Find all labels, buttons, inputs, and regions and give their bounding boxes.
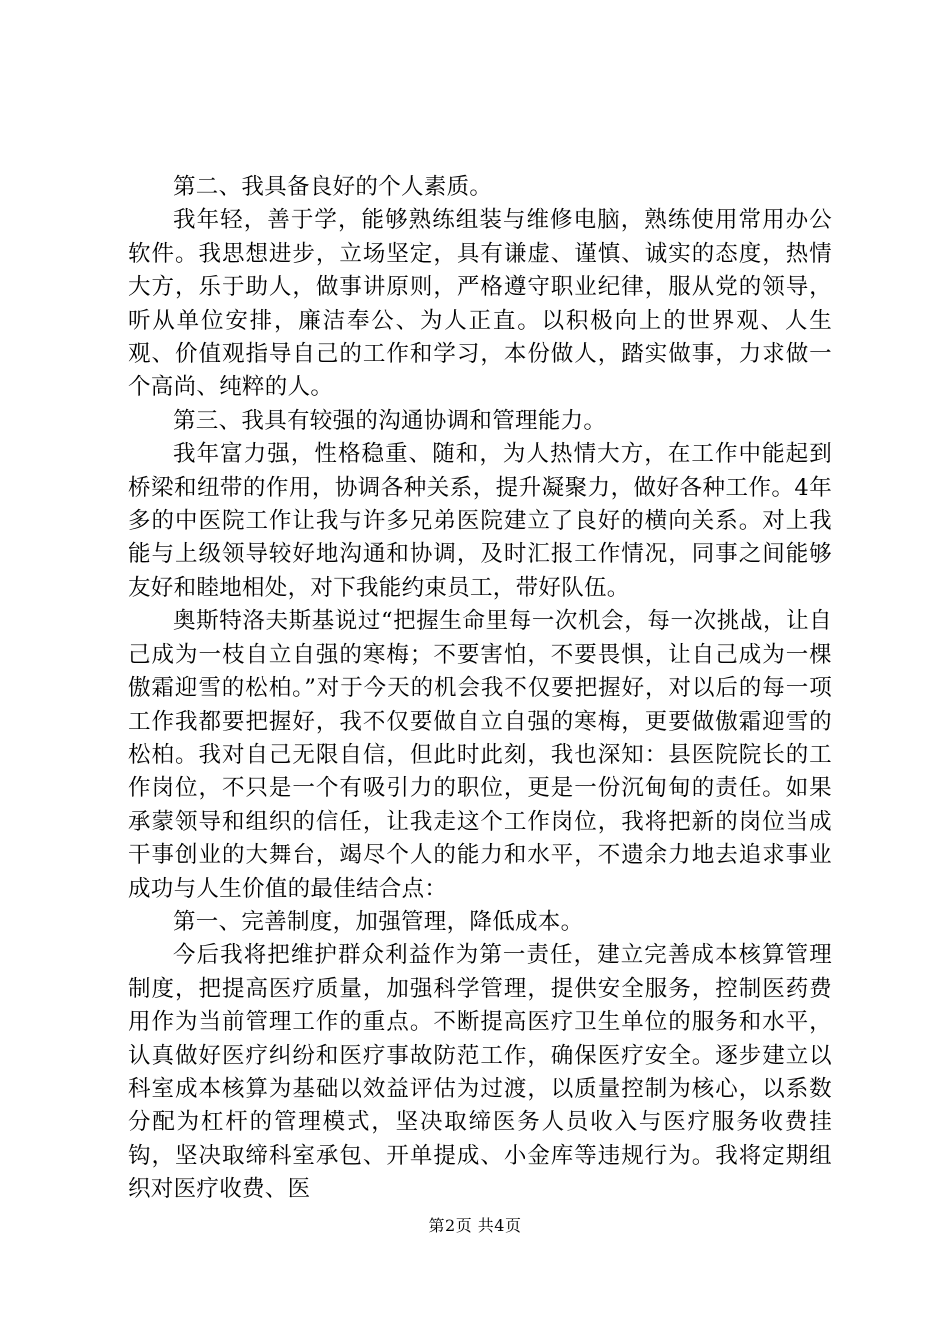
paragraph-3: 第三、我具有较强的沟通协调和管理能力。 xyxy=(173,407,607,434)
paragraph-2: 我年轻，善于学，能够熟练组装与维修电脑，熟练使用常用办公软件。我思想进步，立场坚定，具有谦虚、谨慎、诚实的态度，热情大方，乐于助人，做事讲原则，严格遵守职业纪律，服从党的领导，听从单位安排，廉洁奉公、为人正直。以积极向上的世界观、人生观、价值观指导自己的工作和学习，本份做人，踏实做事，力求做一个高尚、纯粹的人。 xyxy=(128,207,832,401)
page-footer: 第2页 共4页 xyxy=(428,1216,522,1235)
paragraph-7: 今后我将把维护群众利益作为第一责任，建立完善成本核算管理制度，把提高医疗质量，加强科学管理，提供安全服务，控制医药费用作为当前管理工作的重点。不断提高医疗卫生单位的服务和水平，认真做好医疗纠纷和医疗事故防范工作，确保医疗安全。逐步建立以科室成本核算为基础以效益评估为过渡，以质量控制为核心，以系数分配为杠杆的管理模式，坚决取缔医务人员收入与医疗服务收费挂钩，坚决取缔科室承包、开单提成、小金库等违规行为。我将定期组织对医疗收费、医 xyxy=(128,942,832,1203)
document-body xyxy=(128,171,832,1207)
paragraph-6: 第一、完善制度，加强管理，降低成本。 xyxy=(173,908,584,935)
paragraph-5: 奥斯特洛夫斯基说过“把握生命里每一次机会，每一次挑战，让自己成为一枝自立自强的寒梅；不要害怕，不要畏惧，让自己成为一棵傲霜迎雪的松柏。”对于今天的机会我不仅要把握好，对以后的每一项工作我都要把握好，我不仅要做自立自强的寒梅，更要做傲霜迎雪的松柏。我对自己无限自信，但此时此刻，我也深知：县医院院长的工作岗位，不只是一个有吸引力的职位，更是一份沉甸甸的责任。如果承蒙领导和组织的信任，让我走这个工作岗位，我将把新的岗位当成干事创业的大舞台，竭尽个人的能力和水平，不遗余力地去追求事业成功与人生价值的最佳结合点： xyxy=(128,608,832,902)
paragraph-4: 我年富力强，性格稳重、随和，为人热情大方，在工作中能起到桥梁和纽带的作用，协调各种关系，提升凝聚力，做好各种工作。4年多的中医院工作让我与许多兄弟医院建立了良好的横向关系。对上我能与上级领导较好地沟通和协调，及时汇报工作情况，同事之间能够友好和睦地相处，对下我能约束员工，带好队伍。 xyxy=(128,441,832,601)
paragraph-1: 第二、我具备良好的个人素质。 xyxy=(173,174,493,200)
